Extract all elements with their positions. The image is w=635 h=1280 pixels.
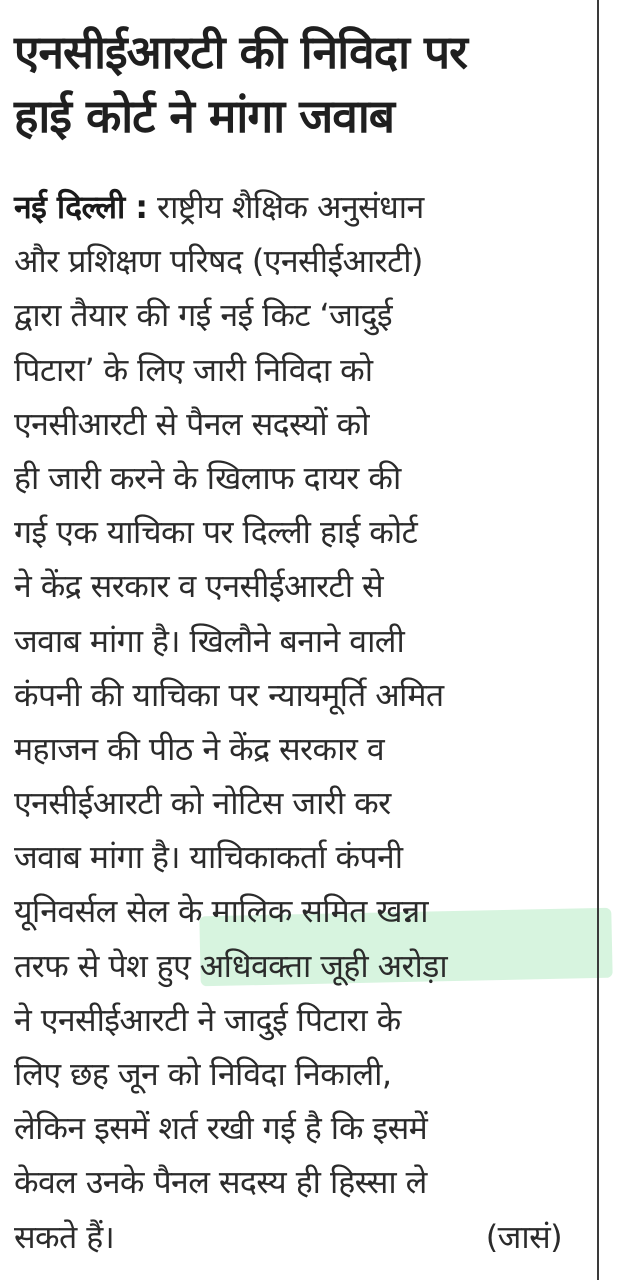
body-line: ने केंद्र सरकार व एनसीईआरटी से [14,567,383,606]
headline-line-1: एनसीईआरटी की निविदा पर [14,25,467,79]
body-line: द्वारा तैयार की गई नई किट ‘जादुई [14,296,393,335]
body-line: यूनिवर्सल सेल के मालिक समित खन्ना [14,892,428,931]
body-line: ने एनसीईआरटी ने जादुई पिटारा के [14,1000,401,1039]
article-headline [14,20,589,148]
body-line: जवाब मांगा है। याचिकाकर्ता कंपनी [14,838,403,877]
body-line: पिटारा’ के लिए जारी निविदा को [14,350,373,389]
last-line-text: सकते हैं। [14,1217,115,1256]
body-line: कंपनी की याचिका पर न्यायमूर्ति अमित [14,675,444,714]
body-line: लिए छह जून को निविदा निकाली, [14,1055,392,1093]
body-line: लेकिन इसमें शर्त रखी गई है कि इसमें [14,1109,428,1148]
body-line: गई एक याचिका पर दिल्ली हाई कोर्ट [14,513,418,552]
body-line: ही जारी करने के खिलाफ दायर की [14,458,401,497]
body-line: जवाब मांगा है। खिलौने बनाने वाली [14,621,405,660]
dateline: नई दिल्ली : [14,188,148,226]
body-line: और प्रशिक्षण परिषद (एनसीईआरटी) [14,242,423,281]
headline-line-2: हाई कोर्ट ने मांगा जवाब [14,89,395,143]
body-line: केवल उनके पैनल सदस्य ही हिस्सा ले [14,1163,427,1202]
body-line-last [14,1210,592,1264]
body-line-text: राष्ट्रीय शैक्षिक अनुसंधान [147,188,424,226]
body-line: महाजन की पीठ ने केंद्र सरकार व [14,729,385,768]
body-line [14,180,592,234]
body-line: एनसीईआरटी को नोटिस जारी कर [14,784,391,823]
article-body [14,180,592,1264]
body-line: एनसीआरटी से पैनल सदस्यों को [14,404,369,443]
body-line: तरफ से पेश हुए अधिवक्ता जूही अरोड़ा [14,946,448,985]
news-agency-credit: (जासं) [485,1217,562,1256]
column-divider [597,0,599,1280]
